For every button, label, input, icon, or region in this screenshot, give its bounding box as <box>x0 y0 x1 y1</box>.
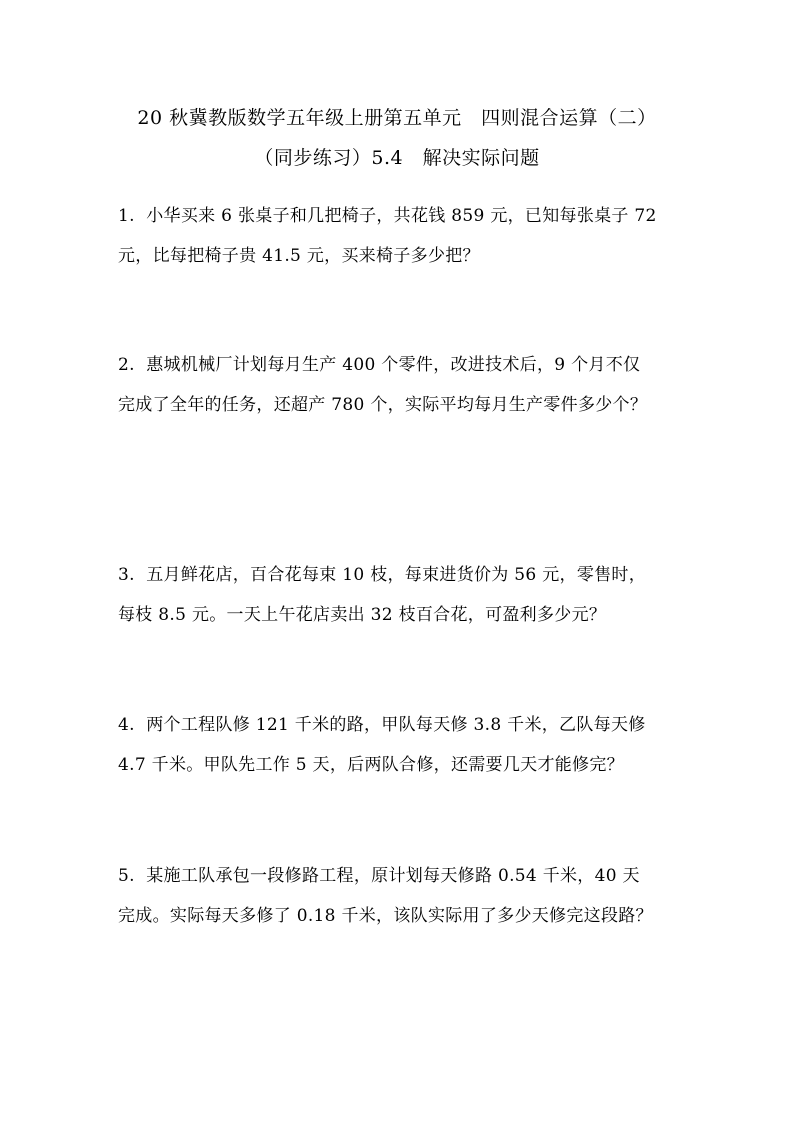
question-3 <box>118 563 678 627</box>
question-5-number: 5. <box>118 866 135 886</box>
document-title-line-1: 20 秋冀教版数学五年级上册第五单元 四则混合运算（二） <box>137 107 657 129</box>
question-1-line-1 <box>118 204 678 228</box>
question-3-text-1: 五月鲜花店，百合花每束 10 枝，每束进货价为 56 元，零售时， <box>146 565 647 585</box>
question-4-number: 4. <box>118 715 135 735</box>
question-2-line-2: 完成了全年的任务，还超产 780 个，实际平均每月生产零件多少个？ <box>118 395 648 415</box>
question-4-text-1: 两个工程队修 121 千米的路，甲队每天修 3.8 千米，乙队每天修 <box>146 715 646 735</box>
question-5-line-2: 完成。实际每天多修了 0.18 千米，该队实际用了多少天修完这段路？ <box>118 906 653 926</box>
question-5-text-1: 某施工队承包一段修路工程，原计划每天修路 0.54 千米，40 天 <box>146 866 640 886</box>
question-3-line-2: 每枝 8.5 元。一天上午花店卖出 32 枝百合花，可盈利多少元？ <box>118 605 607 625</box>
document-title-line-2: （同步练习）5.4 解决实际问题 <box>254 147 540 169</box>
question-1 <box>118 204 678 268</box>
question-1-text-1: 小华买来 6 张桌子和几把椅子，共花钱 859 元，已知每张桌子 72 <box>146 206 657 226</box>
question-5 <box>118 864 678 928</box>
question-2 <box>118 353 678 417</box>
question-3-number: 3. <box>118 565 135 585</box>
question-4 <box>118 713 678 777</box>
question-5-line-1 <box>118 864 678 888</box>
question-2-line-1 <box>118 353 678 377</box>
question-2-number: 2. <box>118 355 135 375</box>
question-4-line-2: 4.7 千米。甲队先工作 5 天，后两队合修，还需要几天才能修完？ <box>118 755 624 775</box>
question-1-number: 1. <box>118 206 135 226</box>
question-4-line-1 <box>118 713 678 737</box>
question-3-line-1 <box>118 563 678 587</box>
question-1-line-2: 元，比每把椅子贵 41.5 元，买来椅子多少把？ <box>118 246 480 266</box>
question-2-text-1: 惠城机械厂计划每月生产 400 个零件，改进技术后，9 个月不仅 <box>146 355 641 375</box>
